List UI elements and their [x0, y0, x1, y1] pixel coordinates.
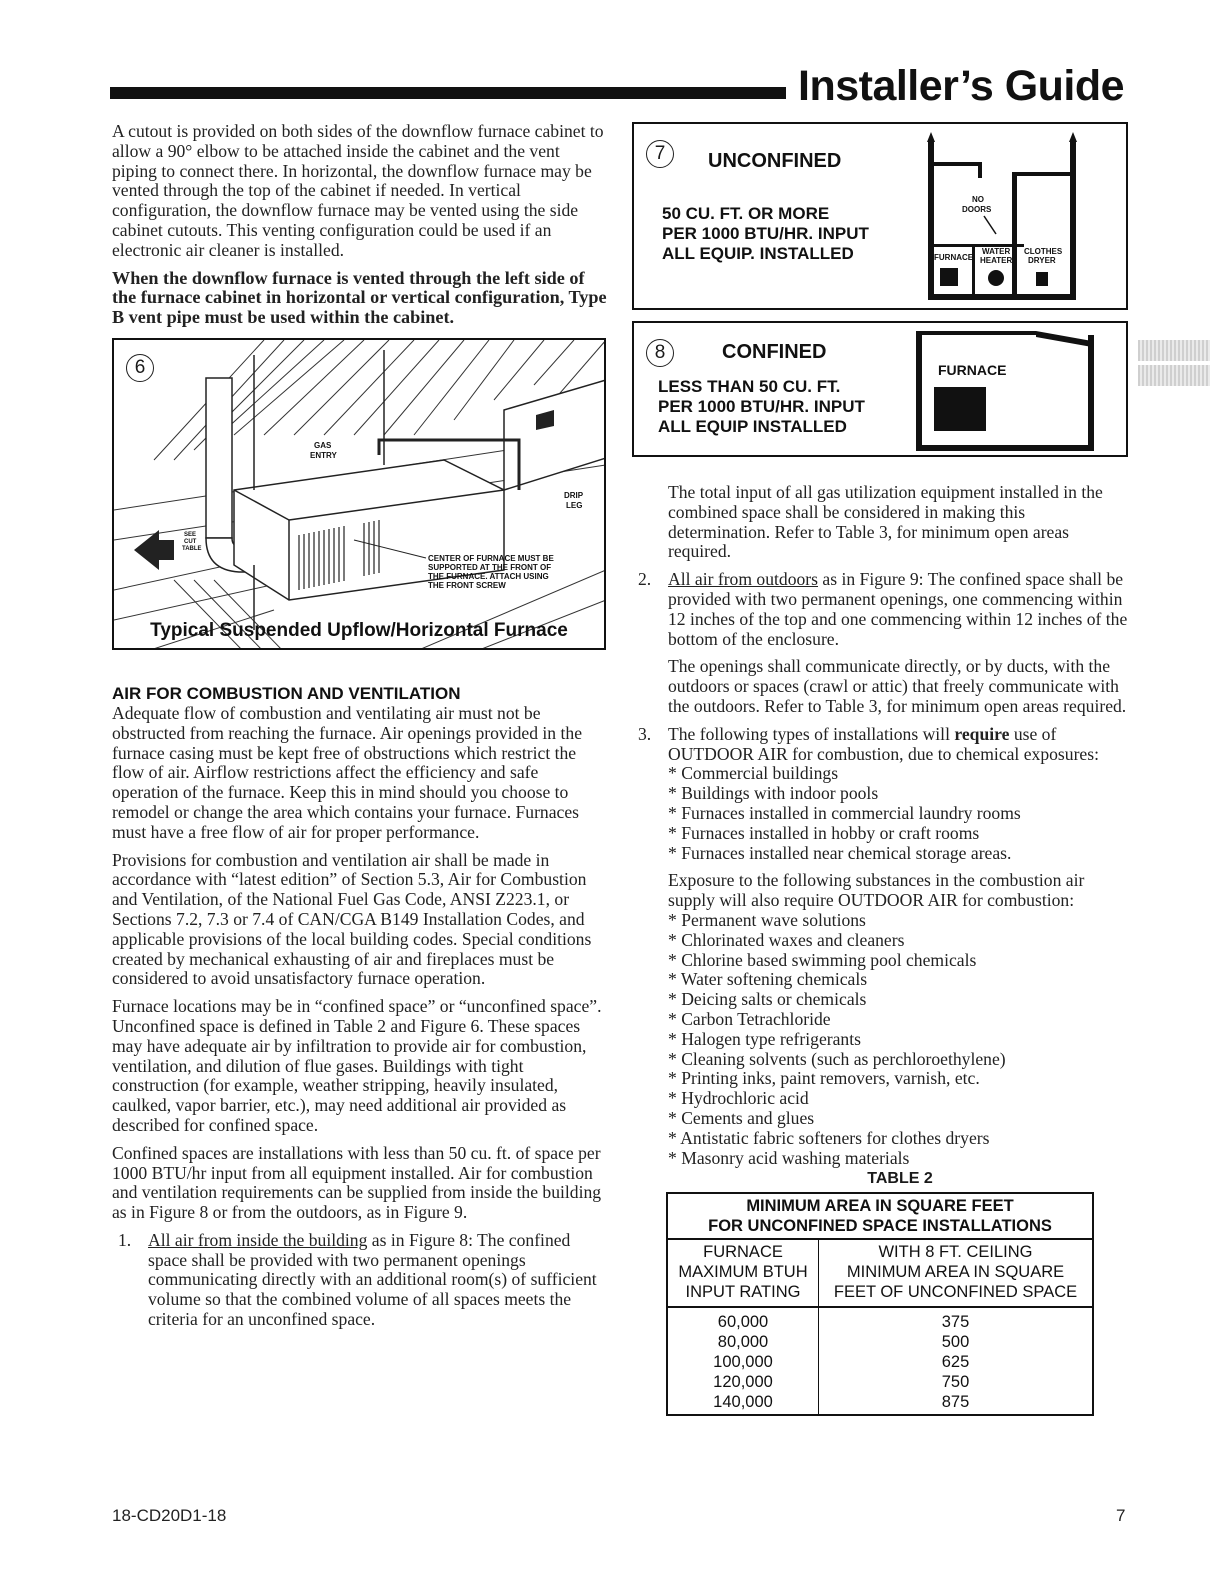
list-item-2: [632, 570, 1128, 649]
figure-8-number: 8: [646, 339, 674, 367]
list-item-3-text-b: use of OUTDOOR AIR for combustion, due to chemical exposures:: [668, 723, 1099, 764]
confined-diagram: [916, 331, 1096, 451]
table-row: [667, 1392, 1093, 1415]
figure-8: [632, 321, 1128, 457]
table-cell-btuh: 100,000: [667, 1352, 819, 1372]
label-gas-entry-1: GAS: [314, 440, 332, 450]
table-row: [667, 1307, 1093, 1332]
label-heater: HEATER: [980, 256, 1013, 265]
list-item-3-text-a: The following types of installations will: [668, 723, 955, 744]
figure-8-line-2: PER 1000 BTU/HR. INPUT: [658, 397, 865, 416]
label-dryer: DRYER: [1028, 256, 1056, 265]
indented-block-3: [632, 871, 1128, 1168]
header-rule: [110, 87, 786, 99]
label-note-2: SUPPORTED AT THE FRONT OF: [428, 562, 552, 572]
table-2-caption-line-1: MINIMUM AREA IN SQUARE FEET: [746, 1197, 1014, 1216]
indented-block-2: [632, 657, 1128, 716]
list-item: * Furnaces installed in hobby or craft rooms: [668, 822, 980, 843]
label-water: WATER: [982, 247, 1011, 256]
paragraph-provisions: Provisions for combustion and ventilation air shall be made in accordance with “latest edition” of Section 5.3, Air for Combustion and Ventilation, of the National Fuel Gas Code, ANSI Z223.1, or Sections 7.2, 7.3 or 7.4 of CAN/CGA B149 Installation Codes, and applicable provisions of the local building codes. Special conditions created by mechanical exhausting of air and fireplaces must be considered to avoid unsatisfactory furnace operation.: [112, 849, 592, 989]
list-item: * Hydrochloric acid: [668, 1088, 809, 1109]
col2-header-line-3: FEET OF UNCONFINED SPACE: [833, 1283, 1078, 1302]
table-2-col1-header: [667, 1239, 819, 1307]
label-note-4: THE FRONT SCREW: [428, 580, 506, 590]
list-item-1-number: 1.: [118, 1229, 132, 1250]
table-cell-btuh: 80,000: [667, 1332, 819, 1352]
figure-6-caption: Typical Suspended Upflow/Horizontal Furnace: [150, 619, 568, 641]
section-tab-divider: [1138, 361, 1210, 365]
table-cell-btuh: 60,000: [667, 1307, 819, 1332]
label-see-3: TABLE: [182, 545, 202, 552]
list-item: * Masonry acid washing materials: [668, 1147, 910, 1168]
paragraph-exposure: Exposure to the following substances in the combustion air supply will also require OUTDOOR AIR for combustion:: [668, 870, 1085, 911]
list-item: * Carbon Tetrachloride: [668, 1008, 831, 1029]
list-item: * Buildings with indoor pools: [668, 783, 879, 804]
table-2: [666, 1192, 1094, 1416]
paragraph-openings: The openings shall communicate directly, or by ducts, with the outdoors or spaces (crawl or attic) that freely communicate with the outdoors. Refer to Table 3, for minimum open areas required.: [668, 656, 1127, 716]
list-item: * Commercial buildings: [668, 763, 839, 784]
table-2-caption: [667, 1193, 1093, 1239]
list-item: * Furnaces installed in commercial laundry rooms: [668, 802, 1021, 823]
label-furnace: FURNACE: [934, 253, 974, 262]
list-item-2-text: as in Figure 9: The confined space shall be provided with two permanent openings, one commencing within 12 inches of the top and one commencing within 12 inches of the bottom of the enclosure.: [668, 569, 1128, 649]
label-no: NO: [972, 195, 984, 204]
indented-block: [632, 483, 1128, 562]
list-item: * Cements and glues: [668, 1107, 815, 1128]
figure-6-number: 6: [126, 354, 154, 382]
section-heading-air: AIR FOR COMBUSTION AND VENTILATION: [112, 683, 461, 703]
figure-7-number: 7: [646, 140, 674, 168]
paragraph-adequate-flow: Adequate flow of combustion and ventilating air must not be obstructed from reaching the furnace. Air openings provided in the furnace casing must be kept free of obstructions which restrict the flow of air. Airflow restrictions affect the efficiency and safe operation of the furnace. Keep this in mind should you choose to remodel or change the area which contains your furnace. Furnaces must have a free flow of air for proper performance.: [112, 702, 582, 842]
label-note-3: THE FURNACE. ATTACH USING: [428, 571, 549, 581]
table-cell-area: 625: [941, 1353, 970, 1372]
table-row: [667, 1332, 1093, 1352]
figure-8-description: [658, 377, 865, 437]
page-title: Installer’s Guide: [798, 62, 1125, 110]
figure-7-title: UNCONFINED: [708, 150, 842, 172]
col2-header-line-2: MINIMUM AREA IN SQUARE: [846, 1263, 1065, 1282]
list-item: * Halogen type refrigerants: [668, 1028, 861, 1049]
label-doors: DOORS: [962, 205, 992, 214]
list-item: * Water softening chemicals: [668, 969, 868, 990]
figure-8-title: CONFINED: [722, 341, 827, 363]
list-item: * Antistatic fabric softeners for clothes dryers: [668, 1127, 990, 1148]
label-drip-leg-2: LEG: [566, 500, 583, 510]
list-item-1-underlined: All air from inside the building: [148, 1229, 368, 1250]
list-item-2-number: 2.: [638, 569, 652, 590]
list-item: * Permanent wave solutions: [668, 909, 866, 930]
page-number: 7: [1116, 1506, 1126, 1525]
list-item: * Furnaces installed near chemical storage areas.: [668, 842, 1012, 863]
list-item: * Deicing salts or chemicals: [668, 989, 867, 1010]
left-column: [112, 122, 608, 1330]
paragraph-warning-type-b: When the downflow furnace is vented through the left side of the furnace cabinet in horizontal or vertical configuration, Type B vent pipe must be used within the cabinet.: [112, 267, 607, 328]
figure-8-line-1: LESS THAN 50 CU. FT.: [658, 377, 841, 396]
paragraph-cutout: A cutout is provided on both sides of the downflow furnace cabinet to allow a 90° elbow to be attached inside the cabinet and the vent piping to connect there. In horizontal, the downflow furnace may be vented through the top of the cabinet if needed. In vertical configuration, the downflow furnace may be vented using the side cabinet cutouts. This venting configuration could be used if an electronic air cleaner is installed.: [112, 121, 604, 260]
label-clothes: CLOTHES: [1024, 247, 1063, 256]
figure-6: [112, 338, 606, 650]
right-column: [632, 122, 1128, 1416]
paragraph-locations: Furnace locations may be in “confined space” or “unconfined space”. Unconfined space is defined in Table 2 and Figure 6. These spaces may have adequate air by infiltration to provide air for combustion, ventilation, and dilution of flue gases. Buildings with tight construction (for example, weather stripping, heavily insulated, caulked, vapor barrier, etc.), may need additional air provided as described for confined space.: [112, 996, 602, 1135]
list-item-3: [632, 725, 1128, 864]
numbered-list-1: [112, 1231, 608, 1330]
table-cell-area: 750: [941, 1373, 970, 1392]
table-cell-btuh: 120,000: [667, 1372, 819, 1392]
table-cell-area: 875: [941, 1393, 970, 1412]
figure-7-line-3: ALL EQUIP. INSTALLED: [662, 244, 854, 263]
furnace-illustration: [114, 340, 606, 650]
label-gas-entry-2: ENTRY: [310, 450, 337, 460]
label-note-1: CENTER OF FURNACE MUST BE: [428, 553, 554, 563]
numbered-list-3: [632, 725, 1128, 864]
table-2-caption-line-2: FOR UNCONFINED SPACE INSTALLATIONS: [708, 1217, 1052, 1236]
label-see-2: CUT: [184, 538, 197, 545]
label-drip-leg-1: DRIP: [564, 490, 584, 500]
list-item: * Cleaning solvents (such as perchloroethylene): [668, 1048, 1006, 1069]
table-cell-area: 500: [941, 1333, 970, 1352]
numbered-list-2: [632, 570, 1128, 649]
substances-list: [668, 911, 1128, 1168]
figure-7: [632, 122, 1128, 310]
col1-header-line-1: FURNACE: [703, 1243, 783, 1262]
table-cell-btuh: 140,000: [667, 1392, 819, 1415]
table-cell-area: 375: [941, 1313, 970, 1332]
figure-7-line-2: PER 1000 BTU/HR. INPUT: [662, 224, 869, 243]
col2-header-line-1: WITH 8 FT. CEILING: [878, 1243, 1033, 1262]
col1-header-line-3: INPUT RATING: [685, 1283, 801, 1302]
table-row: [667, 1372, 1093, 1392]
list-item: * Chlorine based swimming pool chemicals: [668, 949, 977, 970]
paragraph-total-input: The total input of all gas utilization equipment installed in the combined space shall be considered in making this determination. Refer to Table 3, for minimum open areas required.: [668, 482, 1103, 562]
installation-types-list: [668, 764, 1128, 863]
document-number: 18-CD20D1-18: [112, 1506, 227, 1525]
col1-header-line-2: MAXIMUM BTUH: [678, 1263, 808, 1282]
label-confined-furnace: FURNACE: [938, 362, 1007, 378]
list-item-2-underlined: All air from outdoors: [668, 569, 819, 590]
list-item-1: [112, 1231, 608, 1330]
list-item: * Printing inks, paint removers, varnish, etc.: [668, 1068, 980, 1089]
table-row: [667, 1352, 1093, 1372]
list-item-1-text: as in Figure 8: The confined space shall be provided with two permanent openings communicating directly with an additional room(s) of sufficient volume so that the combined volume of all spaces meets the criteria for an unconfined space.: [148, 1229, 597, 1330]
list-item-3-number: 3.: [638, 723, 652, 744]
unconfined-diagram: [924, 132, 1084, 300]
figure-8-line-3: ALL EQUIP INSTALLED: [658, 417, 847, 436]
label-see-1: SEE: [184, 531, 197, 538]
list-item: * Chlorinated waxes and cleaners: [668, 929, 905, 950]
figure-7-description: [662, 204, 869, 264]
list-item-3-bold: require: [954, 723, 1010, 744]
table-2-label: TABLE 2: [867, 1170, 933, 1188]
paragraph-confined-spaces: Confined spaces are installations with less than 50 cu. ft. of space per 1000 BTU/hr input from all equipment installed. Air for combustion and ventilation requirements can be supplied from inside the building as in Figure 8 or from the outdoors, as in Figure 9.: [112, 1142, 602, 1223]
table-2-col2-header: [819, 1239, 1094, 1307]
figure-7-line-1: 50 CU. FT. OR MORE: [662, 204, 830, 223]
